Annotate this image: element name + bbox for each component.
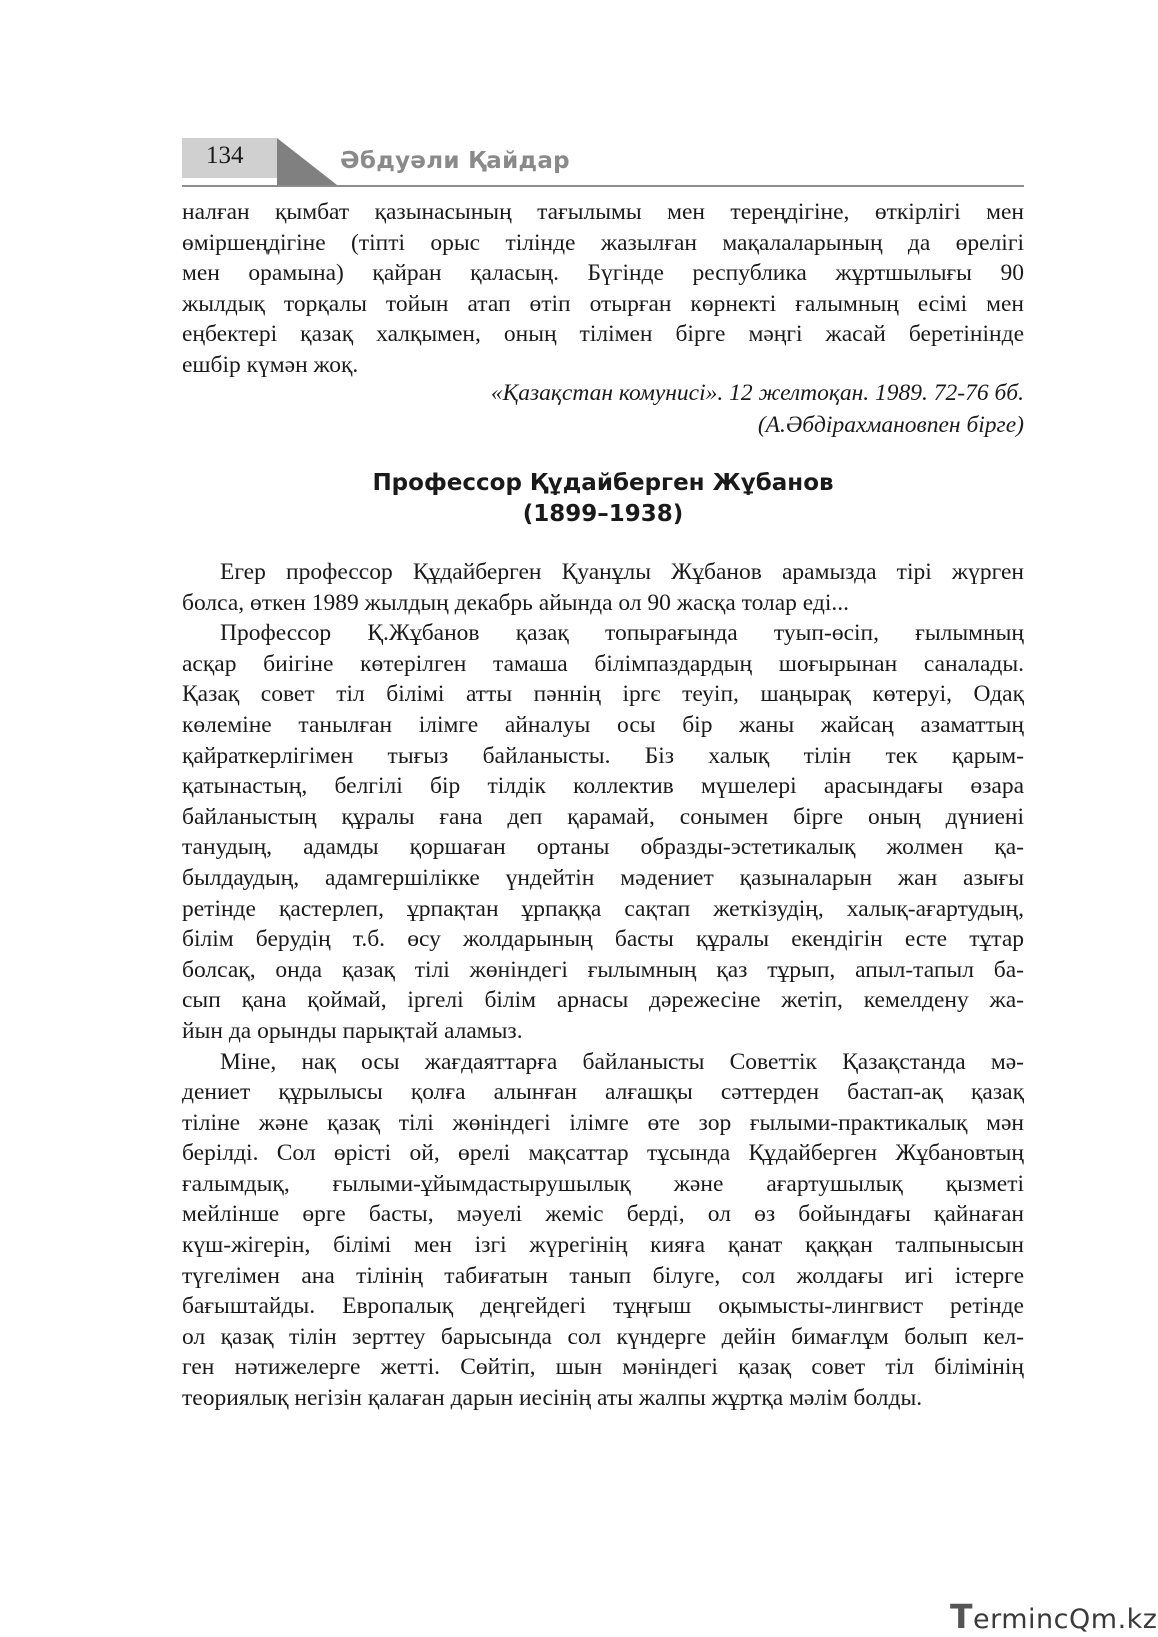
text-line: налған қымбат қазынасының тағылымы мен тереңдігіне, өткірлігі мен bbox=[182, 199, 1024, 225]
watermark-initial: T bbox=[950, 1597, 974, 1636]
text-line: танудың, адамды қоршаған ортаны образды-эстетикалық жолмен қа- bbox=[182, 834, 1024, 861]
text-line: ғалымдық, ғылыми-ұйымдастырушылық және ағартушылық қызметі bbox=[182, 1170, 1024, 1197]
text-line: асқар биігіне көтерілген тамаша білімпаздардың шоғырынан саналады. bbox=[182, 650, 1024, 677]
text-line: еңбектері қазақ халқымен, оның тілімен бірге мәңгі жасай беретінінде bbox=[182, 321, 1024, 348]
text-line: білім берудің т.б. өсу жолдарының басты құралы екендігін есте тұтар bbox=[182, 926, 1024, 953]
header-wedge-shape bbox=[277, 138, 337, 186]
text-line: байланыстың құралы ғана деп қарамай, сонымен бірге оның дүниені bbox=[182, 803, 1024, 830]
watermark-logo bbox=[950, 1597, 1157, 1636]
text-line: ол қазақ тілін зерттеу барысында сол күндерге дейін бимағлұм болып кел- bbox=[182, 1323, 1024, 1350]
text-line: Қазақ совет тіл білімі атты пәннің іргє теуіп, шаңырақ көтеруі, Одақ bbox=[182, 681, 1024, 708]
text-line: жылдық торқалы тойын атап өтіп отырған көрнекті ғалымның есімі мен bbox=[182, 290, 1024, 317]
header-rule bbox=[182, 185, 1024, 187]
article-body bbox=[182, 557, 1024, 1414]
running-header bbox=[182, 138, 1024, 188]
text-line: былдаудың, адамгершілікке үндейтін мәдениет қазыналарын жан азығы bbox=[182, 864, 1024, 891]
text-line: көлеміне танылған ілімге айналуы осы бір жаны жайсаң азаматтың bbox=[182, 711, 1024, 738]
paragraph-1 bbox=[182, 557, 1024, 618]
text-line: болса, өткен 1989 жылдың декабрь айында ол 90 жасқа толар еді... bbox=[182, 589, 850, 616]
article-heading bbox=[182, 468, 1024, 530]
text-line: дениет құрылысы қолға алынған алғашқы сәттерден бастап-ақ қазақ bbox=[182, 1079, 1024, 1106]
text-line: мен орамына) қайран қаласың. Бүгінде республика жұртшылығы 90 bbox=[182, 260, 1024, 287]
intro-paragraph bbox=[182, 197, 1024, 381]
citation-source: «Қазақстан комунисі». 12 желтоқан. 1989. 72-76 бб. bbox=[490, 380, 1024, 406]
running-author: Әбдуәли Қайдар bbox=[340, 148, 570, 174]
text-line: теориялық негізін қалаған дарын иесінің аты жалпы жұртқа мәлім болды. bbox=[182, 1385, 923, 1412]
text-line: мейлінше өрге басты, мәуелі жеміс берді, ол өз бойындағы қайнаған bbox=[182, 1201, 1024, 1228]
text-line: қайраткерлігімен тығыз байланысты. Біз халық тілін тек қарым- bbox=[182, 742, 1024, 769]
watermark-part: erminc bbox=[973, 1604, 1070, 1635]
text-line: бағыштайды. Европалық деңгейдегі тұңғыш оқымысты-лингвист ретінде bbox=[182, 1293, 1024, 1320]
text-line: тіліне және қазақ тілі жөніндегі ілімге өте зор ғылыми-практикалық мән bbox=[182, 1109, 1024, 1136]
text-line: күш-жігерін, білімі мен ізгі жүрегінің кияға қанат қаққан талпынысын bbox=[182, 1232, 1024, 1259]
paragraph-2 bbox=[182, 618, 1024, 1046]
watermark-search-icon: Q bbox=[1069, 1604, 1091, 1635]
text-line: Профессор Қ.Жұбанов қазақ топырағында туып-өсіп, ғылымның bbox=[220, 620, 1024, 647]
text-line: ешбір күмән жоқ. bbox=[182, 351, 359, 378]
text-line: ген нәтижелерге жетті. Сөйтіп, шын мәніндегі қазақ совет тіл білімінің bbox=[182, 1354, 1024, 1381]
text-line: берілді. Сол өрісті ой, өрелі мақсаттар тұсында Құдайберген Жұбановтың bbox=[182, 1140, 1024, 1167]
text-line: түгелімен ана тілінің табиғатын танып білуге, сол жолдағы игі істерге bbox=[182, 1262, 1024, 1289]
text-line: йын да орынды парықтай аламыз. bbox=[182, 1017, 523, 1044]
text-line: ретінде қастерлеп, ұрпақтан ұрпаққа сақтап жеткізудің, халық-ағартудың, bbox=[182, 895, 1024, 922]
intro-paragraph-text bbox=[182, 197, 1024, 381]
text-line: Міне, нақ осы жағдаяттарға байланысты Советтік Қазақстанда мә- bbox=[220, 1048, 1024, 1075]
text-line: сып қана қоймай, іргелі білім арнасы дәрежесіне жетіп, кемелдену жа- bbox=[182, 987, 1024, 1014]
page-number: 134 bbox=[206, 142, 244, 169]
citation bbox=[182, 377, 1024, 441]
text-line: өміршеңдігіне (тіпті орыс тілінде жазылған мақалаларының да өрелігі bbox=[182, 229, 1024, 256]
article-title: Профессор Құдайберген Жұбанов bbox=[372, 470, 834, 496]
watermark-domain: m.kz bbox=[1090, 1604, 1158, 1635]
article-years: (1899–1938) bbox=[522, 501, 684, 527]
text-line: қатынастың, белгілі бір тілдік коллектив мүшелері арасындағы өзара bbox=[182, 773, 1024, 800]
page-number-box bbox=[182, 138, 277, 178]
text-line: Егер профессор Құдайберген Қуанұлы Жұбанов арамызда тірі жүрген bbox=[220, 559, 1024, 585]
citation-coauthor: (А.Әбдірахмановпен бірге) bbox=[757, 412, 1024, 438]
text-line: болсақ, онда қазақ тілі жөніндегі ғылымның қаз тұрып, апыл-тапыл ба- bbox=[182, 956, 1024, 983]
paragraph-3 bbox=[182, 1047, 1024, 1414]
